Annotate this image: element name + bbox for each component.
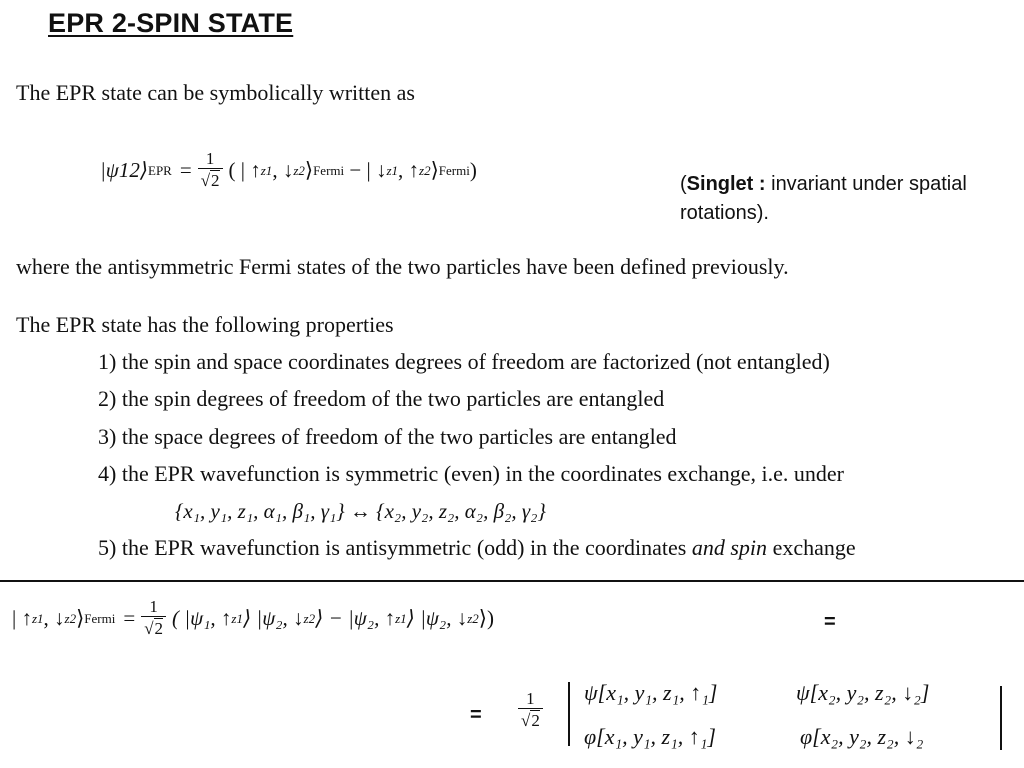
eq2-body-5: ⟩)	[478, 606, 494, 630]
eq1-term1-b: z2	[293, 162, 305, 178]
eq2-body-2-sub: z2	[303, 610, 316, 626]
exchange-arrow: ↔	[349, 499, 371, 523]
exchange-right: {x₂, y₂, z₂, α₂, β₂, γ₂}	[376, 499, 546, 523]
eq1-minus: −	[344, 158, 367, 182]
property-1: 1) the spin and space coordinates degrees of freedom are factorized (not entangled)	[98, 349, 830, 374]
eq3-root-sign: √	[521, 711, 531, 730]
eq2-frac-num: 1	[149, 597, 158, 616]
eq2-body-2: ⟩ |ψ₂, ↓	[242, 606, 304, 630]
eq2-frac-den	[141, 616, 166, 639]
eq3-fraction-wrap	[512, 690, 549, 731]
section-divider	[0, 580, 1024, 582]
eq2-trailing-equals: =	[824, 611, 836, 633]
note-bold: Singlet :	[686, 173, 766, 195]
eq2-lhs-sub: Fermi	[84, 610, 116, 626]
exchange-left: {x₁, y₁, z₁, α₁, β₁, γ₁}	[175, 499, 345, 523]
eq3-frac-den	[518, 708, 543, 731]
singlet-note	[680, 170, 1000, 228]
eq2-lhs-b: z2	[64, 610, 77, 626]
eq1-term2-sub: Fermi	[438, 162, 470, 178]
eq1-close: )	[469, 158, 477, 182]
where-text: where the antisymmetric Fermi states of the two particles have been defined previously.	[16, 254, 789, 279]
eq1-term1-sub: Fermi	[313, 162, 345, 178]
eq2-body-1-sub: z1	[231, 610, 243, 626]
eq1-equals: =	[179, 158, 192, 182]
eq1-lhs-sub: EPR	[148, 162, 172, 178]
eq2-body-4: ⟩ |ψ₂, ↓	[406, 606, 468, 630]
eq1-frac-den	[198, 168, 223, 191]
eq1-term2-mid: , ↑	[398, 158, 420, 182]
eq1-root-value: 2	[211, 171, 220, 190]
determinant-row-2-col-1: φ[x₁, y₁, z₁, ↑₁]	[584, 724, 716, 749]
eq2-equals: =	[123, 606, 136, 630]
eq1-fraction	[198, 150, 223, 191]
eq2-root-value: 2	[154, 619, 164, 638]
eq2-root-sign: √	[144, 619, 154, 638]
property-3: 3) the space degrees of freedom of the two particles are entangled	[98, 424, 677, 449]
eq1-term2-a: z1	[386, 162, 399, 178]
prop5-italic: and spin	[691, 535, 768, 560]
note-rest: invariant under spatial rotations).	[680, 173, 967, 224]
prop5-end: exchange	[767, 535, 856, 560]
eq2-body-3: ⟩ − |ψ₂, ↑	[315, 606, 396, 630]
page-title: EPR 2-SPIN STATE	[48, 8, 294, 38]
determinant-row-1-col-1: ψ[x₁, y₁, z₁, ↑₁]	[584, 680, 718, 705]
intro-text: The EPR state can be symbolically written as	[16, 80, 415, 105]
properties-intro: The EPR state has the following properties	[16, 312, 394, 337]
prop5-start: 5) the EPR wavefunction is antisymmetric (odd) in the coordinates	[98, 535, 692, 560]
eq3-frac-num: 1	[526, 689, 535, 708]
property-2: 2) the spin degrees of freedom of the two particles are entangled	[98, 386, 665, 411]
exchange-relation	[175, 499, 546, 524]
eq2-lhs-a: z1	[31, 610, 44, 626]
eq1-term2: | ↓	[366, 158, 387, 182]
determinant-left-bar	[568, 682, 570, 746]
eq2-lhs: | ↑	[12, 606, 32, 630]
eq1-term1: ( | ↑	[228, 158, 261, 182]
eq3-equals: =	[470, 704, 482, 726]
eq2-lhs-close: ⟩	[76, 606, 85, 630]
eq3-fraction	[518, 690, 543, 731]
eq1-term1-a: z1	[260, 162, 273, 178]
eq1-frac-num: 1	[205, 149, 215, 168]
eq1-term1-mid: , ↓	[272, 158, 294, 182]
property-4: 4) the EPR wavefunction is symmetric (even) in the coordinates exchange, i.e. under	[98, 461, 844, 486]
eq2-fraction	[141, 598, 166, 639]
epr-state-equation	[100, 150, 477, 191]
determinant-row-2-col-2: φ[x₂, y₂, z₂, ↓₂	[800, 724, 924, 749]
eq2-lhs-mid: , ↓	[43, 606, 65, 630]
eq2-body-3-sub: z1	[395, 610, 407, 626]
eq1-root-sign: √	[200, 171, 211, 190]
eq1-term2-b: z2	[419, 162, 431, 178]
eq1-lhs: |ψ12⟩	[100, 158, 149, 182]
eq3-root-value: 2	[531, 711, 540, 730]
fermi-state-equation	[12, 598, 494, 639]
determinant-right-bar	[1000, 686, 1002, 750]
eq1-term1-close: ⟩	[304, 158, 314, 182]
determinant-row-1-col-2: ψ[x₂, y₂, z₂, ↓₂]	[796, 680, 930, 705]
eq1-term2-close: ⟩	[430, 158, 439, 182]
note-open: (	[680, 173, 687, 195]
eq2-body-1: ( |ψ₁, ↑	[172, 606, 232, 630]
eq2-body-4-sub: z2	[467, 610, 479, 626]
property-5	[98, 535, 856, 561]
